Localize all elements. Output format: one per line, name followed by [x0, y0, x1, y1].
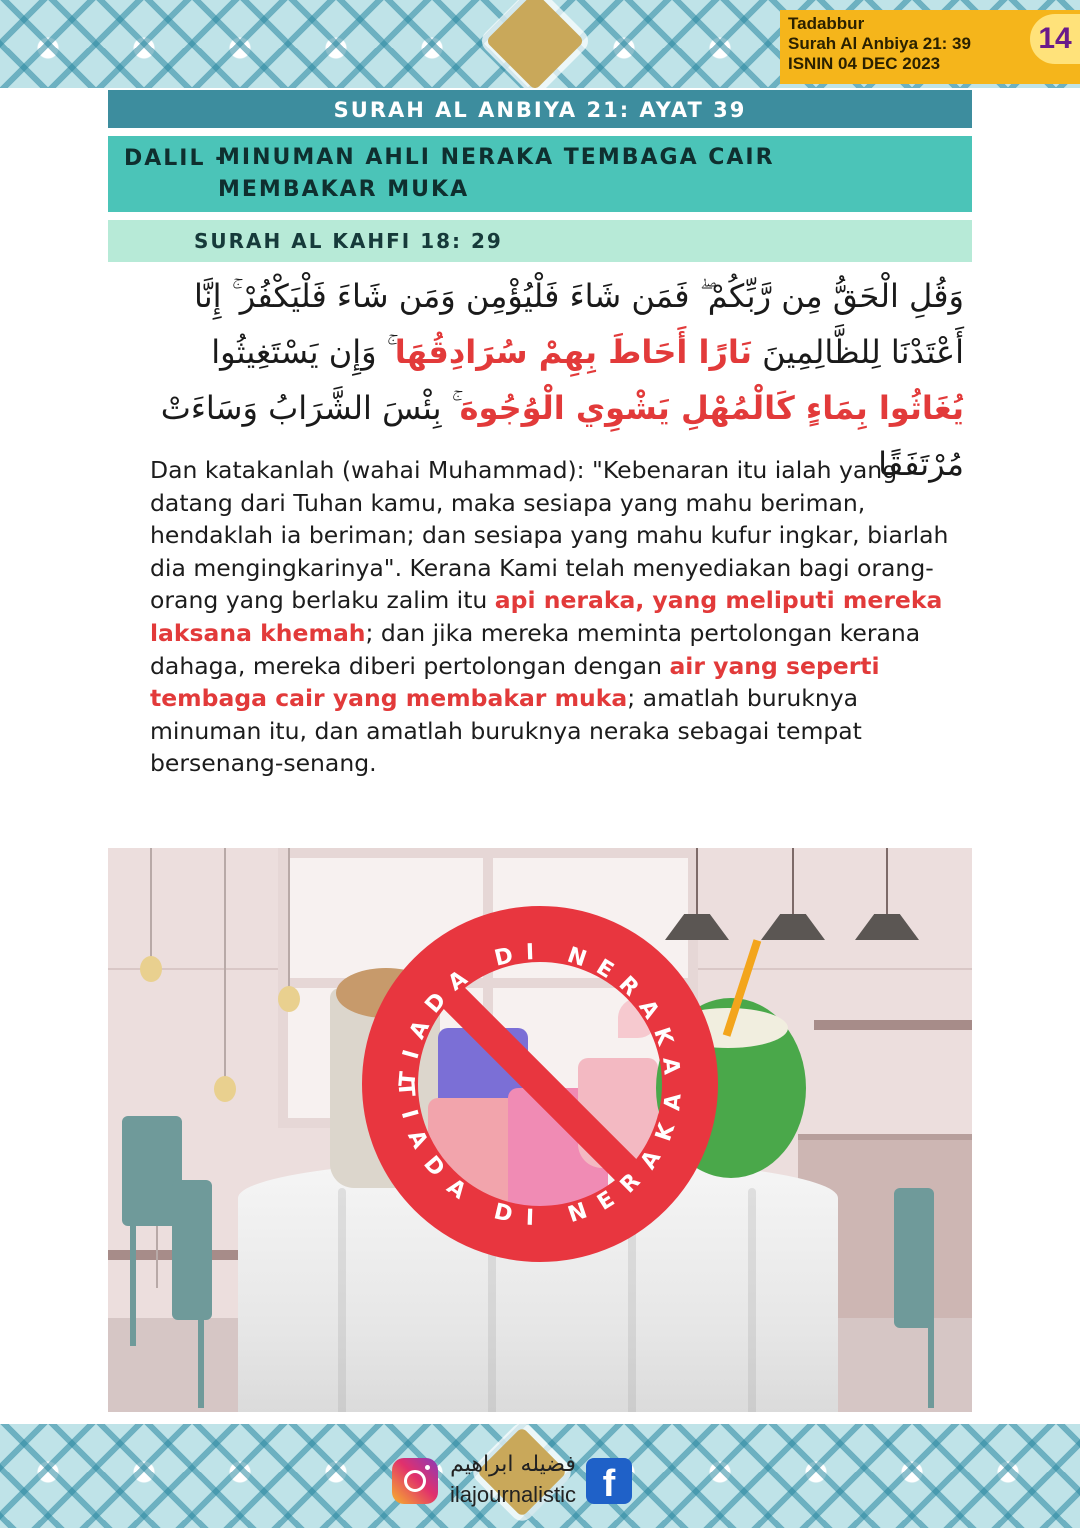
footer-social: [386, 1452, 636, 1514]
pendant-cord: [886, 848, 888, 914]
lamp-cord: [224, 848, 226, 1078]
translation-highlight-1: api neraka, yang meliputi mereka laksana khemah: [150, 586, 943, 647]
cloth-fold: [748, 1188, 756, 1412]
header-surah: Surah Al Anbiya 21: 39: [788, 34, 971, 53]
chair-icon: [894, 1188, 934, 1328]
chair-leg: [130, 1226, 136, 1346]
arabic-part-3: ۚ بِئْسَ الشَّرَابُ وَسَاءَتْ مُرْتَفَقًا: [160, 389, 964, 483]
page-number-badge: 14: [1030, 14, 1080, 64]
stamp-bottom-text: TIADA DI NERAKA: [392, 1080, 688, 1232]
malay-translation: [150, 454, 970, 780]
cloth-fold: [338, 1188, 346, 1412]
pendant-lamp-icon: [761, 914, 825, 940]
header-date: ISNIN 04 DEC 2023: [788, 54, 941, 73]
kahfi-reference-banner: SURAH AL KAHFI 18: 29: [108, 220, 972, 262]
arabic-part-2: ۚ وَإِن يَسْتَغِيثُوا: [211, 333, 395, 371]
translation-part-3: ; amatlah buruknya minuman itu, dan amatlah buruknya neraka sebagai tempat bersenang-senang.: [150, 684, 862, 778]
prohibition-sign-icon: [360, 904, 720, 1264]
dalil-title: MINUMAN AHLI NERAKA TEMBAGA CAIR MEMBAKAR MUKA: [218, 145, 775, 202]
stamp-slash: [436, 980, 644, 1188]
lamp-cord: [150, 848, 152, 958]
dalil-banner: [108, 136, 972, 212]
dalil-prefix: DALIL -: [124, 146, 227, 171]
arabic-highlight-1: نَارًا أَحَاطَ بِهِمْ سُرَادِقُهَا: [394, 333, 752, 371]
surah-banner: SURAH AL ANBIYA 21: AYAT 39: [108, 90, 972, 128]
instagram-lens: [404, 1470, 426, 1492]
header-series: Tadabbur: [788, 14, 865, 33]
prohibition-stamp: [360, 904, 720, 1264]
instagram-dot: [425, 1465, 430, 1470]
bulb-icon: [214, 1076, 236, 1102]
chair-leg: [198, 1318, 204, 1408]
arabic-highlight-2: يُغَاثُوا بِمَاءٍ كَالْمُهْلِ يَشْوِي الْوُجُوهَ: [459, 389, 964, 427]
gold-star-ornament: [486, 0, 585, 88]
translation-highlight-2: air yang seperti tembaga cair yang membakar muka: [150, 651, 880, 713]
stamp-top-text: TIADA DI NERAKA: [395, 939, 685, 1088]
social-handle[interactable]: ilajournalistic: [450, 1482, 576, 1507]
lamp-cord: [288, 848, 290, 988]
instagram-icon[interactable]: [392, 1458, 438, 1504]
bulb-icon: [278, 986, 300, 1012]
pendant-lamp-icon: [855, 914, 919, 940]
translation-part-1: Dan katakanlah (wahai Muhammad): "Kebenaran itu ialah yang datang dari Tuhan kamu, maka sesiapa yang mahu beriman, hendaklah ia beriman; dan sesiapa yang mahu kufur ingkar, biarlah dia mengingkarinya". Kerana Kami telah menyediakan bagi orang-orang yang berlaku zalim itu: [150, 456, 949, 615]
bulb-icon: [140, 956, 162, 982]
author-arabic-name: فضيله ابراهيم: [450, 1452, 576, 1477]
drinks-illustration: [108, 848, 972, 1412]
right-shelf: [814, 1020, 972, 1030]
translation-part-2: ; dan jika mereka meminta pertolongan kerana dahaga, mereka diberi pertolongan dengan: [150, 618, 921, 680]
facebook-icon[interactable]: f: [586, 1458, 632, 1504]
header-info: [788, 14, 1018, 74]
chair-leg: [928, 1318, 934, 1408]
pendant-cord: [792, 848, 794, 914]
arabic-part-1: وَقُلِ الْحَقُّ مِن رَّبِّكُمْ ۖ فَمَن شَاءَ فَلْيُؤْمِن وَمَن شَاءَ فَلْيَكْفُرْ ۚ إِنَّا أَعْتَدْنَا لِلظَّالِمِينَ: [193, 277, 964, 371]
chair-icon: [172, 1180, 212, 1320]
